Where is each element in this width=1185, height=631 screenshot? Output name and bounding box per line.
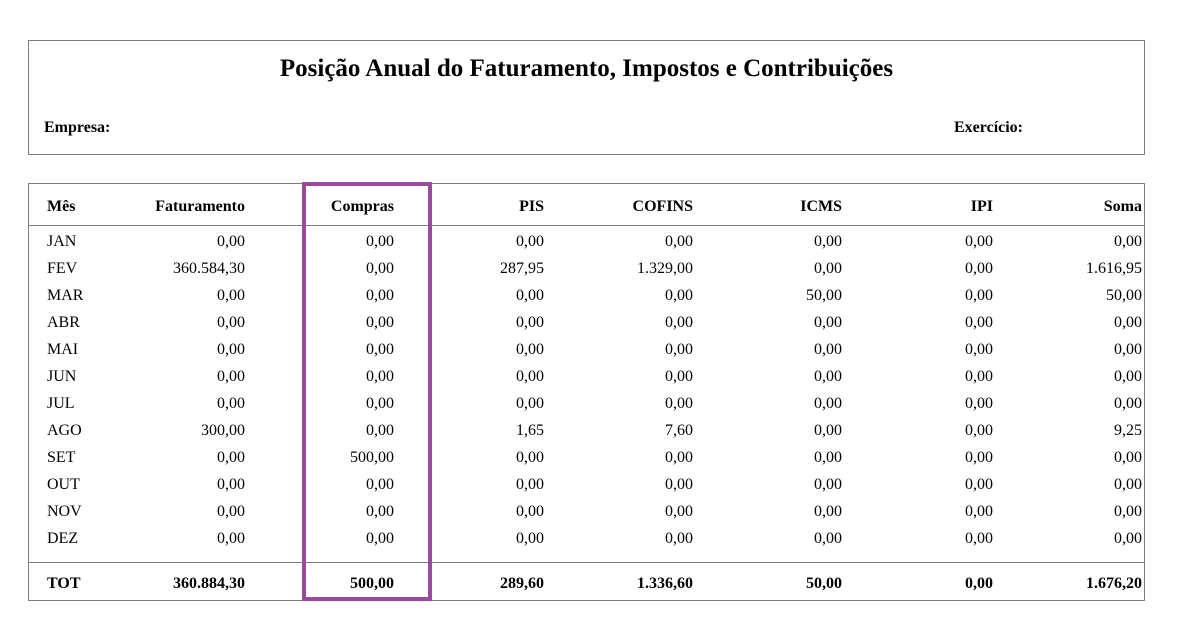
- cell-compras: 0,00: [366, 341, 394, 358]
- cell-month: SET: [47, 449, 76, 466]
- cell-compras: 0,00: [366, 530, 394, 547]
- cell-compras: 0,00: [366, 395, 394, 412]
- cell-ipi: 0,00: [965, 503, 993, 520]
- header-compras: Compras: [330, 198, 394, 215]
- cell-icms: 0,00: [814, 476, 842, 493]
- cell-soma: 0,00: [1114, 503, 1142, 520]
- cell-icms: 50,00: [806, 287, 842, 304]
- cell-faturamento: 0,00: [217, 530, 245, 547]
- cell-soma: 0,00: [1114, 449, 1142, 466]
- cell-icms: 0,00: [814, 395, 842, 412]
- cell-month: JUN: [47, 368, 77, 385]
- cell-compras: 0,00: [366, 422, 394, 439]
- cell-icms: 0,00: [814, 260, 842, 277]
- totals-separator: [29, 562, 1144, 563]
- cell-cofins: 0,00: [665, 314, 693, 331]
- cell-cofins: 0,00: [665, 449, 693, 466]
- cell-icms: 0,00: [814, 341, 842, 358]
- cell-cofins: 0,00: [665, 476, 693, 493]
- cell-cofins: 0,00: [665, 368, 693, 385]
- report-header: [28, 40, 1145, 155]
- cell-cofins: 1.329,00: [637, 260, 693, 277]
- cell-pis: 0,00: [516, 395, 544, 412]
- cell-soma: 0,00: [1114, 476, 1142, 493]
- cell-ipi: 0,00: [965, 341, 993, 358]
- cell-pis: 0,00: [516, 341, 544, 358]
- cell-month: ABR: [47, 314, 80, 331]
- cell-soma: 0,00: [1114, 395, 1142, 412]
- report-title: Posição Anual do Faturamento, Impostos e Contribuições: [279, 55, 894, 82]
- cell-faturamento: 0,00: [217, 476, 245, 493]
- header-soma: Soma: [1103, 198, 1142, 215]
- cell-ipi: 0,00: [965, 260, 993, 277]
- cell-pis: 0,00: [516, 503, 544, 520]
- cell-month: FEV: [47, 260, 78, 277]
- total-pis: 289,60: [500, 575, 544, 592]
- header-separator: [29, 225, 1144, 226]
- cell-soma: 1.616,95: [1086, 260, 1142, 277]
- total-month: TOT: [47, 575, 81, 592]
- cell-ipi: 0,00: [965, 530, 993, 547]
- cell-compras: 0,00: [366, 368, 394, 385]
- cell-icms: 0,00: [814, 233, 842, 250]
- cell-faturamento: 0,00: [217, 314, 245, 331]
- cell-faturamento: 0,00: [217, 287, 245, 304]
- cell-month: OUT: [47, 476, 80, 493]
- cell-soma: 0,00: [1114, 233, 1142, 250]
- cell-pis: 1,65: [516, 422, 544, 439]
- cell-icms: 0,00: [814, 449, 842, 466]
- cell-faturamento: 0,00: [217, 368, 245, 385]
- total-ipi: 0,00: [965, 575, 993, 592]
- cell-compras: 0,00: [366, 233, 394, 250]
- cell-faturamento: 0,00: [217, 341, 245, 358]
- cell-soma: 0,00: [1114, 368, 1142, 385]
- cell-ipi: 0,00: [965, 233, 993, 250]
- total-soma: 1.676,20: [1086, 575, 1142, 592]
- cell-icms: 0,00: [814, 368, 842, 385]
- cell-compras: 0,00: [366, 287, 394, 304]
- cell-faturamento: 300,00: [201, 422, 245, 439]
- total-compras: 500,00: [350, 575, 394, 592]
- cell-soma: 9,25: [1114, 422, 1142, 439]
- cell-pis: 0,00: [516, 530, 544, 547]
- cell-cofins: 0,00: [665, 395, 693, 412]
- cell-ipi: 0,00: [965, 395, 993, 412]
- cell-month: JAN: [47, 233, 77, 250]
- cell-icms: 0,00: [814, 422, 842, 439]
- cell-faturamento: 0,00: [217, 233, 245, 250]
- cell-cofins: 0,00: [665, 530, 693, 547]
- cell-faturamento: 0,00: [217, 449, 245, 466]
- cell-ipi: 0,00: [965, 368, 993, 385]
- cell-month: AGO: [47, 422, 82, 439]
- cell-icms: 0,00: [814, 314, 842, 331]
- cell-month: JUL: [47, 395, 75, 412]
- cell-pis: 0,00: [516, 449, 544, 466]
- cell-pis: 0,00: [516, 233, 544, 250]
- cell-ipi: 0,00: [965, 449, 993, 466]
- annual-table: [28, 183, 1145, 601]
- header-faturamento: Faturamento: [155, 198, 245, 215]
- cell-compras: 0,00: [366, 314, 394, 331]
- empresa-label: Empresa:: [44, 119, 111, 136]
- cell-ipi: 0,00: [965, 422, 993, 439]
- cell-month: NOV: [47, 503, 82, 520]
- total-faturamento: 360.884,30: [173, 575, 245, 592]
- cell-faturamento: 360.584,30: [173, 260, 245, 277]
- cell-soma: 50,00: [1106, 287, 1142, 304]
- cell-pis: 0,00: [516, 476, 544, 493]
- cell-soma: 0,00: [1114, 314, 1142, 331]
- cell-cofins: 0,00: [665, 341, 693, 358]
- exercicio-label: Exercício:: [954, 119, 1024, 136]
- cell-cofins: 0,00: [665, 503, 693, 520]
- cell-compras: 0,00: [366, 476, 394, 493]
- cell-compras: 500,00: [350, 449, 394, 466]
- cell-ipi: 0,00: [965, 476, 993, 493]
- cell-cofins: 0,00: [665, 233, 693, 250]
- cell-cofins: 7,60: [665, 422, 693, 439]
- cell-soma: 0,00: [1114, 341, 1142, 358]
- cell-compras: 0,00: [366, 503, 394, 520]
- total-icms: 50,00: [806, 575, 842, 592]
- cell-pis: 0,00: [516, 314, 544, 331]
- header-icms: ICMS: [800, 198, 842, 215]
- cell-ipi: 0,00: [965, 287, 993, 304]
- cell-ipi: 0,00: [965, 314, 993, 331]
- cell-compras: 0,00: [366, 260, 394, 277]
- header-cofins: COFINS: [632, 198, 693, 215]
- cell-month: DEZ: [47, 530, 79, 547]
- header-month: Mês: [47, 198, 76, 215]
- header-pis: PIS: [519, 198, 544, 215]
- cell-month: MAR: [47, 287, 84, 304]
- cell-icms: 0,00: [814, 530, 842, 547]
- cell-cofins: 0,00: [665, 287, 693, 304]
- cell-faturamento: 0,00: [217, 503, 245, 520]
- cell-faturamento: 0,00: [217, 395, 245, 412]
- cell-pis: 0,00: [516, 287, 544, 304]
- cell-soma: 0,00: [1114, 530, 1142, 547]
- cell-pis: 287,95: [500, 260, 544, 277]
- cell-icms: 0,00: [814, 503, 842, 520]
- total-cofins: 1.336,60: [637, 575, 693, 592]
- header-ipi: IPI: [970, 198, 993, 215]
- cell-pis: 0,00: [516, 368, 544, 385]
- cell-month: MAI: [47, 341, 79, 358]
